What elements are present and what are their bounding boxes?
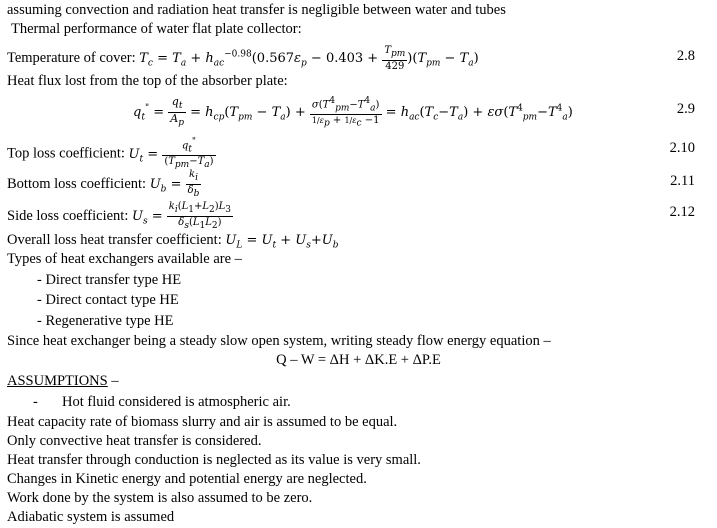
cover-temperature-equation: Temperature of cover: $T_c = T_a + h_{ac}^{-0.98}(0.567\varepsilon_p - 0.403$ + $\frac{T_{pm}}{429}$ )$(T_{pm} - T_a)$ xyxy=(7,45,479,72)
equation-number: 2.12 xyxy=(669,204,695,220)
section-heading: Thermal performance of water flat plate collector: xyxy=(11,21,302,37)
assumptions-dash: – xyxy=(107,373,119,389)
energy-equation: Q – W = ΔH + ΔK.E + ΔP.E xyxy=(276,352,441,368)
heat-flux-equation: $q_t^"$ = $\frac{q_t}{A_p}$ = $h_{cp}(T_{pm} - T_a)$ + $\frac{\sigma(T^4_{pm}-T^4_a)}{1/\varepsilon_p + 1/\varepsilon_c -1}$ = $h_{ac}(T_c-T_a) + \varepsilon\sigma(T^4_{pm}-T^4_a)$ xyxy=(133,95,573,129)
assumption-item: Heat transfer through conduction is neglected as its value is very small. xyxy=(7,452,421,468)
text-line-steady-flow: Since heat exchanger being a steady slow open system, writing steady flow energy equation – xyxy=(7,333,551,349)
assumption-item: Only convective heat transfer is considered. xyxy=(7,433,262,449)
assumption-item: Adiabatic system is assumed xyxy=(7,509,175,525)
assumptions-title: ASSUMPTIONS xyxy=(7,373,108,389)
list-item: - Regenerative type HE xyxy=(37,313,174,329)
bottom-loss-equation: Bottom loss coefficient: $U_b$ = $\frac{k_i}{\delta_b}$ xyxy=(7,169,200,199)
overall-loss-label: Overall loss heat transfer coefficient: xyxy=(7,232,222,248)
assumption-item: Changes in Kinetic energy and potential energy are neglected. xyxy=(7,471,367,487)
assumption-bullet: - xyxy=(33,394,38,410)
equation-number: 2.8 xyxy=(676,48,695,64)
cover-temperature-label: Temperature of cover: xyxy=(7,50,136,66)
top-loss-label: Top loss coefficient: xyxy=(7,145,125,162)
assumption-item: Hot fluid considered is atmospheric air. xyxy=(62,394,291,410)
equation-number: 2.10 xyxy=(669,140,695,156)
text-line-intro: assuming convection and radiation heat transfer is negligible between water and tubes xyxy=(7,2,506,18)
side-loss-label: Side loss coefficient: xyxy=(7,208,129,224)
equation-number: 2.11 xyxy=(670,173,695,189)
assumptions-heading xyxy=(7,373,119,390)
assumption-item: Heat capacity rate of biomass slurry and air is assumed to be equal. xyxy=(7,414,398,430)
list-item: - Direct contact type HE xyxy=(37,292,179,308)
text-line-he-types: Types of heat exchangers available are – xyxy=(7,251,242,267)
overall-loss-equation: Overall loss heat transfer coefficient: $U_L = U_t + U_s+U_b$ xyxy=(7,232,339,251)
text-line-heat-flux: Heat flux lost from the top of the absorber plate: xyxy=(7,73,288,89)
bottom-loss-label: Bottom loss coefficient: xyxy=(7,176,147,192)
side-loss-equation: Side loss coefficient: $U_s$ = $\frac{k_i(L_1+L_2)L_3}{\delta_s(L_1L_2)}$ xyxy=(7,201,232,231)
assumption-item: Work done by the system is also assumed to be zero. xyxy=(7,490,313,506)
top-loss-equation: Top loss coefficient: $U_t$ = $\frac{q_t^"}{(T_{pm}-T_a)}$ xyxy=(7,137,214,171)
list-item: - Direct transfer type HE xyxy=(37,272,182,288)
equation-number: 2.9 xyxy=(676,101,695,117)
